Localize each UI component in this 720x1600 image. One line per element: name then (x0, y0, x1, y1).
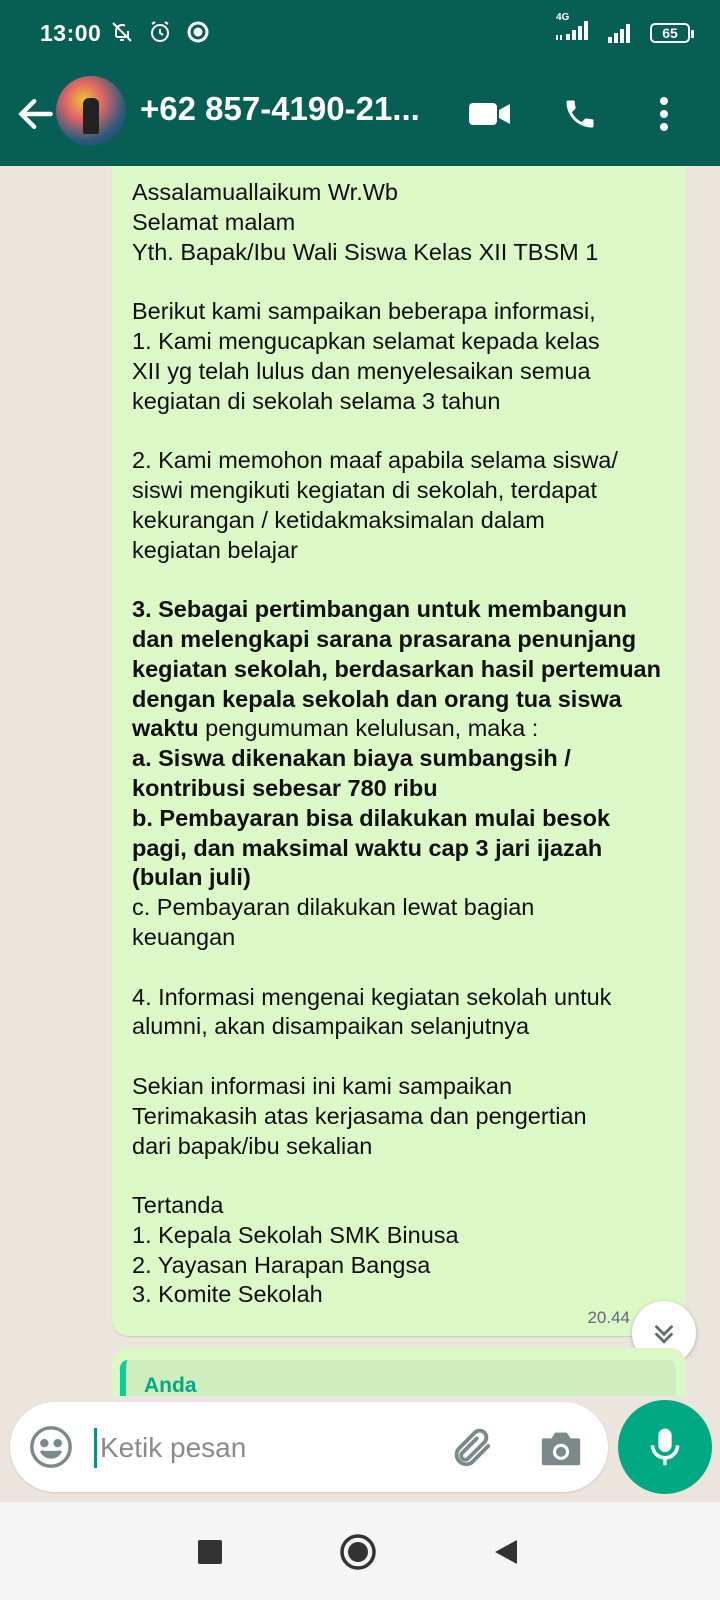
message-line (132, 1161, 672, 1191)
voice-call-button[interactable] (556, 90, 604, 138)
camera-icon (538, 1426, 584, 1470)
message-line-text: Terimakasih atas kerjasama dan pengertian (132, 1102, 587, 1129)
signal-icon-2 (606, 23, 636, 43)
phone-icon (562, 96, 598, 132)
network-type-label: 4G (556, 12, 570, 23)
message-line (132, 1280, 672, 1310)
message-line-text: Selamat malam (132, 208, 296, 235)
message-line-text: kegiatan di sekolah selama 3 tahun (132, 387, 501, 414)
message-line-text: keuangan (132, 923, 236, 950)
message-line-rest: pengumuman kelulusan, maka : (198, 715, 539, 742)
quoted-message[interactable] (120, 1360, 676, 1396)
emoji-button[interactable] (28, 1424, 74, 1470)
message-line-text: siswi mengikuti kegiatan di sekolah, terdapat (132, 476, 598, 503)
video-call-button[interactable] (466, 90, 514, 138)
bell-off-icon (110, 20, 134, 44)
compose-bar (0, 1396, 720, 1502)
triangle-left-icon (493, 1538, 519, 1566)
reply-message-bubble[interactable] (112, 1348, 686, 1396)
message-line-text: a. Siswa dikenakan biaya sumbangsih / (132, 745, 571, 772)
more-vertical-icon (658, 96, 670, 132)
text-cursor (94, 1428, 97, 1468)
message-line (132, 506, 672, 536)
message-line-text: Berikut kami sampaikan beberapa informasi, (132, 298, 596, 325)
emoji-icon (28, 1424, 74, 1470)
system-nav-bar (0, 1502, 720, 1600)
message-line (132, 863, 672, 893)
message-line (132, 1221, 672, 1251)
contact-avatar[interactable] (56, 76, 126, 146)
message-line-text: Yth. Bapak/Ibu Wali Siswa Kelas XII TBSM 1 (132, 238, 599, 265)
chat-area[interactable] (0, 166, 720, 1396)
voice-message-button[interactable] (618, 1400, 712, 1494)
message-line-text: c. Pembayaran dilakukan lewat bagian (132, 894, 535, 921)
message-line (132, 983, 672, 1013)
message-line (132, 208, 672, 238)
message-input[interactable] (98, 1422, 422, 1474)
camera-button[interactable] (538, 1426, 584, 1470)
avatar-figure (83, 98, 99, 134)
message-line-text: 2. Kami memohon maaf apabila selama siswa/ (132, 447, 618, 474)
signal-icon (556, 20, 592, 40)
message-line (132, 625, 672, 655)
message-line (132, 1072, 672, 1102)
message-line (132, 714, 672, 744)
contact-name[interactable]: +62 857-4190-21... (140, 90, 420, 127)
sync-icon (186, 20, 210, 44)
paperclip-icon (448, 1424, 494, 1470)
message-line-text: dan melengkapi sarana prasarana penunjang (132, 625, 637, 652)
message-line-text: (bulan juli) (132, 864, 251, 891)
message-line-text: Sekian informasi ini kami sampaikan (132, 1072, 513, 1099)
back-button[interactable] (14, 92, 58, 136)
message-line (132, 953, 672, 983)
back-nav-button[interactable] (486, 1532, 526, 1572)
status-time: 13:00 (40, 20, 102, 46)
video-camera-icon (469, 99, 511, 129)
more-options-button[interactable] (640, 90, 688, 138)
message-line (132, 327, 672, 357)
message-line (132, 565, 672, 595)
message-line (132, 1132, 672, 1162)
message-line (132, 476, 672, 506)
mobile-signal-1 (556, 12, 592, 45)
message-line (132, 744, 672, 774)
message-line (132, 1102, 672, 1132)
square-icon (197, 1539, 223, 1565)
message-line (132, 893, 672, 923)
message-line (132, 357, 672, 387)
message-line (132, 834, 672, 864)
message-line-text: kegiatan belajar (132, 536, 298, 563)
message-line (132, 774, 672, 804)
message-line-text: 3. Sebagai pertimbangan untuk membangun (132, 596, 627, 623)
message-line (132, 804, 672, 834)
message-line-text: 4. Informasi mengenai kegiatan sekolah untuk (132, 983, 612, 1010)
message-line-text: Tertanda (132, 1192, 224, 1219)
compose-box[interactable] (10, 1402, 608, 1492)
message-line (132, 297, 672, 327)
message-line (132, 416, 672, 446)
message-line-text: dengan kepala sekolah dan orang tua siswa (132, 685, 622, 712)
message-line (132, 267, 672, 297)
message-line (132, 238, 672, 268)
message-line (132, 536, 672, 566)
message-line (132, 446, 672, 476)
message-line-text: 2. Yayasan Harapan Bangsa (132, 1251, 431, 1278)
message-line-text: Assalamuallaikum Wr.Wb (132, 179, 398, 205)
message-line (132, 1012, 672, 1042)
message-line-text: 3. Komite Sekolah (132, 1281, 323, 1308)
status-icons-left (110, 20, 210, 44)
message-line-text: pagi, dan maksimal waktu cap 3 jari ijazah (132, 834, 603, 861)
battery-indicator: 65 (650, 23, 690, 43)
message-line (132, 655, 672, 685)
chat-header (0, 70, 720, 166)
microphone-icon (645, 1425, 685, 1469)
message-bubble[interactable] (112, 166, 686, 1336)
message-line (132, 1191, 672, 1221)
arrow-left-icon (14, 92, 58, 136)
home-button[interactable] (338, 1532, 378, 1572)
status-bar (0, 0, 720, 70)
message-line-text: kontribusi sebesar 780 ribu (132, 774, 438, 801)
message-line (132, 595, 672, 625)
message-line-text: XII yg telah lulus dan menyelesaikan semua (132, 357, 591, 384)
message-line-text: alumni, akan disampaikan selanjutnya (132, 1013, 530, 1040)
status-icons-right (556, 12, 690, 45)
message-line (132, 1042, 672, 1072)
message-line-text: kekurangan / ketidakmaksimalan dalam (132, 506, 545, 533)
message-line (132, 387, 672, 417)
message-time: 20.44 (587, 1308, 630, 1327)
circle-icon (339, 1533, 377, 1571)
message-line (132, 178, 672, 208)
message-line-text: waktu (132, 715, 199, 742)
message-line-text: dari bapak/ibu sekalian (132, 1132, 373, 1159)
double-chevron-down-icon (649, 1318, 679, 1348)
attach-button[interactable] (448, 1424, 494, 1470)
message-line-text: b. Pembayaran bisa dilakukan mulai besok (132, 804, 611, 831)
recents-button[interactable] (190, 1532, 230, 1572)
message-line-text: 1. Kami mengucapkan selamat kepada kelas (132, 327, 600, 354)
message-line-text: 1. Kepala Sekolah SMK Binusa (132, 1221, 459, 1248)
message-line (132, 923, 672, 953)
message-line (132, 1251, 672, 1281)
alarm-icon (148, 20, 172, 44)
message-line (132, 685, 672, 715)
quoted-sender: Anda (144, 1374, 197, 1396)
message-line-text: kegiatan sekolah, berdasarkan hasil pertemuan (132, 655, 661, 682)
message-text (132, 178, 672, 1310)
